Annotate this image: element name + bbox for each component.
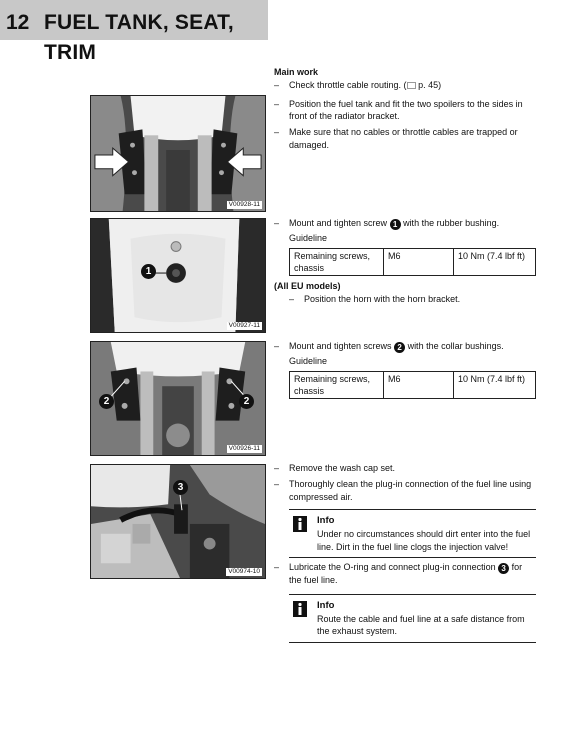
callout-2-left: 2 xyxy=(99,394,114,409)
callout-badge-1: 1 xyxy=(390,219,401,230)
callout-3: 3 xyxy=(173,480,188,495)
step-check-cables: – Make sure that no cables or throttle cables are trapped or damaged. xyxy=(274,127,518,150)
step-position-horn: – Position the horn with the horn bracket. xyxy=(289,293,461,304)
photo-fuel-tank-spoilers xyxy=(90,95,266,212)
photo-screws-2 xyxy=(90,341,266,456)
section-screws-2 xyxy=(274,340,536,399)
image-code: V00974-10 xyxy=(228,567,260,575)
info-icon xyxy=(293,601,307,617)
section-fuel-connection xyxy=(274,462,536,643)
section-main-work xyxy=(274,66,536,152)
eu-models-heading: (All EU models) xyxy=(274,281,341,292)
callout-badge-3: 3 xyxy=(498,563,509,574)
chapter-title: FUEL TANK, SEAT, TRIM xyxy=(44,11,234,64)
spec-cell: 10 Nm (7.4 lbf ft) xyxy=(454,371,536,398)
image-code: V00926-11 xyxy=(228,444,260,452)
guideline-label: Guideline xyxy=(289,356,328,366)
step-mount-screw-1: – Mount and tighten screw 1 with the rubber bushing. xyxy=(274,218,500,229)
book-icon[interactable] xyxy=(407,82,416,89)
step-position-tank: – Position the fuel tank and fit the two spoilers to the sides in front of the radiator bracket. xyxy=(274,98,523,122)
spec-cell: 10 Nm (7.4 lbf ft) xyxy=(454,248,536,275)
step-clean-connection: – Thoroughly clean the plug-in connection of the fuel line using compressed air. xyxy=(274,478,532,502)
spec-cell: Remaining screws, chassis xyxy=(290,371,384,398)
spec-cell: M6 xyxy=(384,248,454,275)
info-box-routing xyxy=(289,594,536,643)
step-connect-plug: – Lubricate the O-ring and connect plug-in connection 3 for the fuel line. xyxy=(274,562,523,586)
step-check-throttle: – Check throttle cable routing. ( p. 45) xyxy=(274,79,442,90)
table-row xyxy=(290,371,536,398)
step-remove-wash-cap: – Remove the wash cap set. xyxy=(274,463,396,473)
info-title: Info xyxy=(317,600,335,612)
photo-screw-1 xyxy=(90,218,266,333)
image-code: V00928-11 xyxy=(228,200,260,208)
info-box-dirt xyxy=(289,509,536,558)
photo-fuel-connection-3 xyxy=(90,464,266,579)
info-icon xyxy=(293,516,307,532)
callout-1: 1 xyxy=(141,264,156,279)
step-mount-screws-2: – Mount and tighten screws 2 with the collar bushings. xyxy=(274,341,504,352)
main-work-heading: Main work xyxy=(274,67,319,77)
callout-2-right: 2 xyxy=(239,394,254,409)
spec-cell: Remaining screws, chassis xyxy=(290,248,384,275)
spec-table xyxy=(289,248,536,276)
guideline-label: Guideline xyxy=(289,233,328,243)
spec-cell: M6 xyxy=(384,371,454,398)
spec-table xyxy=(289,371,536,399)
image-code: V00927-11 xyxy=(228,321,260,329)
section-screw-1 xyxy=(274,217,536,306)
chapter-header xyxy=(0,0,268,64)
chapter-number: 12 xyxy=(6,11,30,34)
info-text: Route the cable and fuel line at a safe distance from the exhaust system. xyxy=(317,613,525,637)
info-title: Info xyxy=(317,515,335,527)
info-text: Under no circumstances should dirt enter into the fuel line. Dirt in the fuel line clogs the injection valve! xyxy=(317,528,531,552)
table-row xyxy=(290,248,536,275)
callout-badge-2: 2 xyxy=(394,342,405,353)
